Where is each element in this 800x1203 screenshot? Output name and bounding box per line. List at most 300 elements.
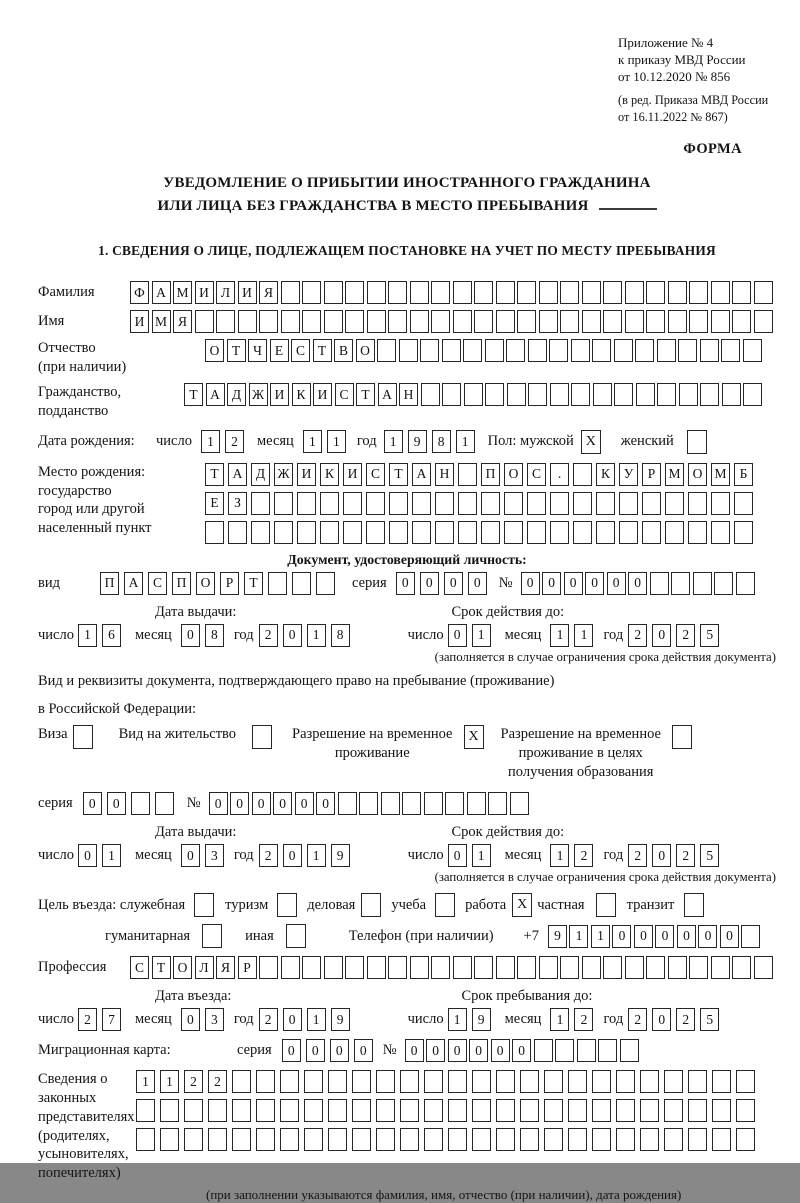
char-cell[interactable] (472, 1128, 491, 1151)
char-cell[interactable]: 0 (628, 572, 647, 595)
char-cell[interactable]: 9 (331, 844, 350, 867)
char-cell[interactable] (232, 1099, 251, 1122)
char-cell[interactable] (688, 1070, 707, 1093)
char-cell[interactable] (467, 792, 486, 815)
char-cell[interactable]: 0 (181, 1008, 200, 1031)
char-cell[interactable] (292, 572, 311, 595)
char-cell[interactable] (671, 572, 690, 595)
char-cell[interactable] (520, 1099, 539, 1122)
char-cell[interactable]: 2 (259, 844, 278, 867)
char-cell[interactable] (603, 281, 622, 304)
char-cell[interactable] (640, 1099, 659, 1122)
char-cell[interactable] (274, 521, 293, 544)
char-cell[interactable] (424, 1128, 443, 1151)
char-cell[interactable]: 1 (591, 925, 610, 948)
char-cell[interactable] (568, 1099, 587, 1122)
char-cell[interactable]: 1 (78, 624, 97, 647)
char-cell[interactable]: 0 (652, 1008, 671, 1031)
char-cell[interactable] (577, 1039, 596, 1062)
char-cell[interactable] (592, 1070, 611, 1093)
char-cell[interactable]: 0 (306, 1039, 325, 1062)
char-cell[interactable] (517, 281, 536, 304)
char-cell[interactable] (184, 1099, 203, 1122)
char-cell[interactable]: Т (389, 463, 408, 486)
residence-permit-checkbox[interactable] (252, 725, 272, 749)
char-cell[interactable] (205, 521, 224, 544)
char-cell[interactable]: С (291, 339, 310, 362)
char-cell[interactable]: 1 (456, 430, 475, 453)
char-cell[interactable]: 0 (448, 624, 467, 647)
char-cell[interactable]: 2 (628, 844, 647, 867)
char-cell[interactable]: 5 (700, 844, 719, 867)
char-cell[interactable] (754, 956, 773, 979)
char-cell[interactable] (560, 956, 579, 979)
char-cell[interactable]: Д (251, 463, 270, 486)
char-cell[interactable]: 0 (444, 572, 463, 595)
visa-checkbox[interactable] (73, 725, 93, 749)
char-cell[interactable] (412, 521, 431, 544)
char-cell[interactable] (711, 492, 730, 515)
char-cell[interactable] (592, 1099, 611, 1122)
char-cell[interactable] (402, 792, 421, 815)
char-cell[interactable] (528, 339, 547, 362)
char-cell[interactable]: Л (216, 281, 235, 304)
char-cell[interactable] (700, 339, 719, 362)
char-cell[interactable]: 0 (273, 792, 292, 815)
char-cell[interactable] (400, 1099, 419, 1122)
char-cell[interactable] (208, 1099, 227, 1122)
char-cell[interactable]: У (619, 463, 638, 486)
char-cell[interactable] (352, 1128, 371, 1151)
char-cell[interactable] (496, 1099, 515, 1122)
char-cell[interactable] (736, 1128, 755, 1151)
char-cell[interactable]: Т (152, 956, 171, 979)
char-cell[interactable]: 1 (102, 844, 121, 867)
char-cell[interactable] (688, 521, 707, 544)
char-cell[interactable] (712, 1128, 731, 1151)
char-cell[interactable] (338, 792, 357, 815)
char-cell[interactable] (232, 1128, 251, 1151)
char-cell[interactable]: 0 (585, 572, 604, 595)
char-cell[interactable] (324, 310, 343, 333)
char-cell[interactable] (448, 1070, 467, 1093)
char-cell[interactable] (568, 1128, 587, 1151)
char-cell[interactable] (603, 956, 622, 979)
char-cell[interactable] (743, 339, 762, 362)
temp-residence-checkbox[interactable]: X (464, 725, 484, 749)
char-cell[interactable] (256, 1128, 275, 1151)
char-cell[interactable] (131, 792, 150, 815)
char-cell[interactable]: Т (205, 463, 224, 486)
char-cell[interactable] (688, 492, 707, 515)
char-cell[interactable] (474, 310, 493, 333)
char-cell[interactable]: 0 (607, 572, 626, 595)
char-cell[interactable] (568, 1070, 587, 1093)
char-cell[interactable]: 3 (205, 844, 224, 867)
char-cell[interactable] (238, 310, 257, 333)
char-cell[interactable]: Т (313, 339, 332, 362)
char-cell[interactable] (734, 521, 753, 544)
char-cell[interactable]: 2 (208, 1070, 227, 1093)
char-cell[interactable]: 0 (295, 792, 314, 815)
char-cell[interactable]: 0 (448, 844, 467, 867)
char-cell[interactable]: 0 (396, 572, 415, 595)
char-cell[interactable] (657, 383, 676, 406)
char-cell[interactable] (550, 521, 569, 544)
char-cell[interactable]: 0 (283, 1008, 302, 1031)
char-cell[interactable] (664, 1128, 683, 1151)
char-cell[interactable]: П (172, 572, 191, 595)
char-cell[interactable]: 1 (550, 624, 569, 647)
char-cell[interactable] (366, 492, 385, 515)
char-cell[interactable]: О (205, 339, 224, 362)
purpose-tourism-checkbox[interactable] (277, 893, 297, 917)
char-cell[interactable]: 0 (468, 572, 487, 595)
char-cell[interactable]: 0 (542, 572, 561, 595)
char-cell[interactable] (458, 521, 477, 544)
char-cell[interactable]: О (173, 956, 192, 979)
char-cell[interactable] (458, 492, 477, 515)
char-cell[interactable] (496, 1070, 515, 1093)
char-cell[interactable] (424, 1070, 443, 1093)
char-cell[interactable] (268, 572, 287, 595)
char-cell[interactable]: 1 (448, 1008, 467, 1031)
char-cell[interactable] (281, 956, 300, 979)
char-cell[interactable] (367, 956, 386, 979)
temp-residence-edu-checkbox[interactable] (672, 725, 692, 749)
char-cell[interactable]: И (313, 383, 332, 406)
char-cell[interactable]: М (152, 310, 171, 333)
char-cell[interactable]: 0 (209, 792, 228, 815)
char-cell[interactable] (259, 956, 278, 979)
char-cell[interactable] (366, 521, 385, 544)
char-cell[interactable] (736, 1099, 755, 1122)
char-cell[interactable]: Я (173, 310, 192, 333)
char-cell[interactable] (506, 339, 525, 362)
char-cell[interactable] (664, 1099, 683, 1122)
char-cell[interactable] (345, 956, 364, 979)
char-cell[interactable] (304, 1128, 323, 1151)
purpose-official-checkbox[interactable] (194, 893, 214, 917)
char-cell[interactable] (481, 521, 500, 544)
char-cell[interactable] (352, 1070, 371, 1093)
char-cell[interactable]: 3 (205, 1008, 224, 1031)
char-cell[interactable] (754, 281, 773, 304)
char-cell[interactable] (445, 792, 464, 815)
char-cell[interactable] (743, 383, 762, 406)
char-cell[interactable] (620, 1039, 639, 1062)
char-cell[interactable] (619, 492, 638, 515)
char-cell[interactable] (136, 1128, 155, 1151)
char-cell[interactable] (453, 956, 472, 979)
char-cell[interactable] (544, 1099, 563, 1122)
char-cell[interactable] (367, 310, 386, 333)
char-cell[interactable]: 2 (259, 1008, 278, 1031)
char-cell[interactable]: С (335, 383, 354, 406)
char-cell[interactable] (458, 463, 477, 486)
char-cell[interactable] (616, 1128, 635, 1151)
char-cell[interactable] (316, 572, 335, 595)
char-cell[interactable] (544, 1128, 563, 1151)
char-cell[interactable]: А (152, 281, 171, 304)
char-cell[interactable] (603, 310, 622, 333)
char-cell[interactable] (345, 281, 364, 304)
char-cell[interactable] (507, 383, 526, 406)
char-cell[interactable]: 2 (628, 1008, 647, 1031)
char-cell[interactable] (472, 1099, 491, 1122)
char-cell[interactable] (712, 1070, 731, 1093)
char-cell[interactable]: 0 (405, 1039, 424, 1062)
char-cell[interactable]: И (238, 281, 257, 304)
char-cell[interactable] (573, 521, 592, 544)
char-cell[interactable] (642, 492, 661, 515)
char-cell[interactable]: Т (244, 572, 263, 595)
purpose-transit-checkbox[interactable] (684, 893, 704, 917)
char-cell[interactable] (668, 281, 687, 304)
char-cell[interactable]: 0 (720, 925, 739, 948)
char-cell[interactable] (256, 1099, 275, 1122)
char-cell[interactable] (435, 521, 454, 544)
char-cell[interactable]: Р (220, 572, 239, 595)
char-cell[interactable]: 0 (512, 1039, 531, 1062)
sex-male-checkbox[interactable]: X (581, 430, 601, 454)
char-cell[interactable]: Н (399, 383, 418, 406)
char-cell[interactable]: Д (227, 383, 246, 406)
char-cell[interactable]: Р (642, 463, 661, 486)
char-cell[interactable]: 0 (83, 792, 102, 815)
char-cell[interactable] (412, 492, 431, 515)
char-cell[interactable] (485, 339, 504, 362)
char-cell[interactable]: 2 (676, 624, 695, 647)
char-cell[interactable]: 1 (550, 1008, 569, 1031)
char-cell[interactable]: 2 (676, 844, 695, 867)
char-cell[interactable]: О (504, 463, 523, 486)
char-cell[interactable] (646, 281, 665, 304)
char-cell[interactable] (274, 492, 293, 515)
char-cell[interactable] (320, 521, 339, 544)
char-cell[interactable]: 0 (521, 572, 540, 595)
char-cell[interactable]: 1 (307, 844, 326, 867)
char-cell[interactable] (496, 1128, 515, 1151)
char-cell[interactable]: 0 (469, 1039, 488, 1062)
char-cell[interactable] (754, 310, 773, 333)
char-cell[interactable] (646, 956, 665, 979)
char-cell[interactable] (689, 310, 708, 333)
char-cell[interactable]: 5 (700, 1008, 719, 1031)
char-cell[interactable] (636, 383, 655, 406)
char-cell[interactable] (668, 956, 687, 979)
char-cell[interactable]: Р (238, 956, 257, 979)
char-cell[interactable] (596, 492, 615, 515)
char-cell[interactable] (388, 310, 407, 333)
char-cell[interactable] (678, 339, 697, 362)
char-cell[interactable] (359, 792, 378, 815)
char-cell[interactable] (388, 281, 407, 304)
char-cell[interactable]: П (481, 463, 500, 486)
char-cell[interactable] (431, 281, 450, 304)
char-cell[interactable]: 1 (550, 844, 569, 867)
char-cell[interactable]: 1 (201, 430, 220, 453)
char-cell[interactable]: 0 (426, 1039, 445, 1062)
char-cell[interactable] (424, 1099, 443, 1122)
char-cell[interactable]: 0 (283, 624, 302, 647)
char-cell[interactable] (328, 1070, 347, 1093)
char-cell[interactable] (400, 1128, 419, 1151)
char-cell[interactable]: 1 (303, 430, 322, 453)
char-cell[interactable]: Н (435, 463, 454, 486)
char-cell[interactable]: З (228, 492, 247, 515)
char-cell[interactable] (448, 1099, 467, 1122)
char-cell[interactable]: М (711, 463, 730, 486)
char-cell[interactable]: П (100, 572, 119, 595)
char-cell[interactable]: И (130, 310, 149, 333)
char-cell[interactable]: С (148, 572, 167, 595)
char-cell[interactable] (714, 572, 733, 595)
char-cell[interactable]: 0 (78, 844, 97, 867)
purpose-work-checkbox[interactable]: X (512, 893, 532, 917)
char-cell[interactable] (700, 383, 719, 406)
char-cell[interactable] (136, 1099, 155, 1122)
char-cell[interactable]: 2 (676, 1008, 695, 1031)
char-cell[interactable] (352, 1099, 371, 1122)
char-cell[interactable] (442, 383, 461, 406)
char-cell[interactable]: 0 (107, 792, 126, 815)
char-cell[interactable]: И (195, 281, 214, 304)
char-cell[interactable] (582, 310, 601, 333)
char-cell[interactable] (184, 1128, 203, 1151)
char-cell[interactable]: 0 (282, 1039, 301, 1062)
char-cell[interactable] (155, 792, 174, 815)
char-cell[interactable]: 0 (316, 792, 335, 815)
char-cell[interactable] (431, 956, 450, 979)
char-cell[interactable] (504, 492, 523, 515)
char-cell[interactable] (474, 956, 493, 979)
purpose-study-checkbox[interactable] (435, 893, 455, 917)
char-cell[interactable]: Ф (130, 281, 149, 304)
char-cell[interactable] (160, 1128, 179, 1151)
char-cell[interactable] (464, 383, 483, 406)
char-cell[interactable] (448, 1128, 467, 1151)
char-cell[interactable] (474, 281, 493, 304)
char-cell[interactable]: М (173, 281, 192, 304)
char-cell[interactable] (343, 492, 362, 515)
char-cell[interactable] (424, 792, 443, 815)
char-cell[interactable]: Б (734, 463, 753, 486)
char-cell[interactable] (435, 492, 454, 515)
char-cell[interactable] (592, 1128, 611, 1151)
char-cell[interactable] (664, 1070, 683, 1093)
char-cell[interactable] (320, 492, 339, 515)
char-cell[interactable] (571, 383, 590, 406)
char-cell[interactable]: И (343, 463, 362, 486)
char-cell[interactable] (668, 310, 687, 333)
char-cell[interactable] (596, 521, 615, 544)
char-cell[interactable] (160, 1099, 179, 1122)
char-cell[interactable] (410, 310, 429, 333)
char-cell[interactable]: К (320, 463, 339, 486)
char-cell[interactable] (549, 339, 568, 362)
char-cell[interactable]: 0 (283, 844, 302, 867)
char-cell[interactable]: 0 (698, 925, 717, 948)
char-cell[interactable]: 0 (677, 925, 696, 948)
char-cell[interactable] (665, 521, 684, 544)
char-cell[interactable]: 0 (491, 1039, 510, 1062)
char-cell[interactable] (625, 956, 644, 979)
char-cell[interactable] (485, 383, 504, 406)
char-cell[interactable]: О (196, 572, 215, 595)
purpose-humanitarian-checkbox[interactable] (202, 924, 222, 948)
char-cell[interactable]: 1 (160, 1070, 179, 1093)
char-cell[interactable]: С (527, 463, 546, 486)
char-cell[interactable]: 2 (574, 1008, 593, 1031)
char-cell[interactable] (657, 339, 676, 362)
char-cell[interactable] (635, 339, 654, 362)
char-cell[interactable] (693, 572, 712, 595)
char-cell[interactable]: 9 (408, 430, 427, 453)
char-cell[interactable] (232, 1070, 251, 1093)
char-cell[interactable] (534, 1039, 553, 1062)
char-cell[interactable] (688, 1099, 707, 1122)
char-cell[interactable]: 5 (700, 624, 719, 647)
char-cell[interactable] (517, 956, 536, 979)
char-cell[interactable] (421, 383, 440, 406)
char-cell[interactable] (560, 281, 579, 304)
char-cell[interactable]: Я (216, 956, 235, 979)
char-cell[interactable] (381, 792, 400, 815)
char-cell[interactable] (195, 310, 214, 333)
char-cell[interactable] (721, 339, 740, 362)
char-cell[interactable]: 0 (448, 1039, 467, 1062)
char-cell[interactable] (592, 339, 611, 362)
char-cell[interactable] (640, 1128, 659, 1151)
char-cell[interactable] (736, 572, 755, 595)
char-cell[interactable]: 1 (472, 624, 491, 647)
char-cell[interactable] (280, 1070, 299, 1093)
char-cell[interactable] (328, 1099, 347, 1122)
char-cell[interactable] (616, 1099, 635, 1122)
char-cell[interactable] (389, 521, 408, 544)
char-cell[interactable] (376, 1099, 395, 1122)
purpose-private-checkbox[interactable] (596, 893, 616, 917)
char-cell[interactable]: 1 (384, 430, 403, 453)
char-cell[interactable] (463, 339, 482, 362)
char-cell[interactable] (573, 463, 592, 486)
char-cell[interactable] (504, 521, 523, 544)
char-cell[interactable] (650, 572, 669, 595)
char-cell[interactable] (302, 281, 321, 304)
char-cell[interactable] (734, 492, 753, 515)
char-cell[interactable]: Ч (248, 339, 267, 362)
char-cell[interactable] (442, 339, 461, 362)
char-cell[interactable] (302, 310, 321, 333)
char-cell[interactable]: В (334, 339, 353, 362)
char-cell[interactable]: А (412, 463, 431, 486)
char-cell[interactable]: 2 (225, 430, 244, 453)
char-cell[interactable] (376, 1070, 395, 1093)
char-cell[interactable]: 0 (181, 624, 200, 647)
char-cell[interactable] (520, 1128, 539, 1151)
char-cell[interactable] (732, 310, 751, 333)
char-cell[interactable] (420, 339, 439, 362)
char-cell[interactable]: А (228, 463, 247, 486)
char-cell[interactable]: Л (195, 956, 214, 979)
char-cell[interactable]: А (206, 383, 225, 406)
char-cell[interactable] (520, 1070, 539, 1093)
char-cell[interactable] (625, 281, 644, 304)
char-cell[interactable] (517, 310, 536, 333)
char-cell[interactable]: 0 (330, 1039, 349, 1062)
char-cell[interactable]: К (596, 463, 615, 486)
